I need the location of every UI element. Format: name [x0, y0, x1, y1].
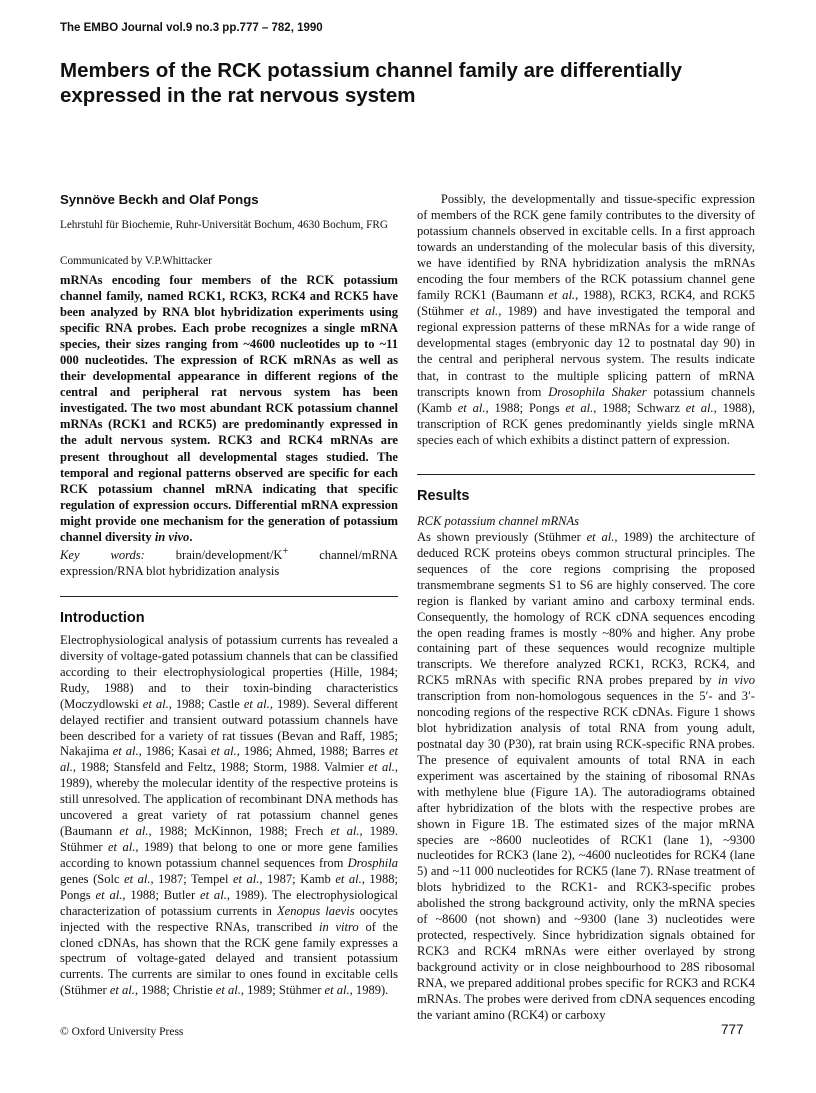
keywords-text-rest: channel/mRNA expression/RNA blot hybridization analysis [60, 548, 398, 579]
introduction-text: Electrophysiological analysis of potassium currents has revealed a diversity of voltage-gated potassium channels that can be classified according to their electrophysiological properties (Hille, 1984; Rudy, 1988) and to their toxin-binding characteristics (Moczydlowski et al., 1988; Castle et al., 1989). Several different delayed rectifier and transient outward potassium channels have been described for a variety of rat tissues (Bevan and Raff, 1985; Nakajima et al., 1986; Kasai et al., 1986; Ahmed, 1988; Barres et al., 1988; Stansfeld and Feltz, 1988; Storm, 1988. Valmier et al., 1989), whereby the molecular identity of the respective proteins is still unresolved. The application of recombinant DNA methods has uncovered a great variety of rat potassium channel genes (Baumann et al., 1988; McKinnon, 1988; Frech et al., 1989. Stühmer et al., 1989) that belong to one or more gene families according to known potassium channel sequences from Drosphila genes (Solc et al., 1987; Tempel et al., 1987; Kamb et al., 1988; Pongs et al., 1988; Butler et al., 1989). The electrophysiological characterization of potassium currents in Xenopus laevis oocytes injected with the respective RNAs, transcribed in vitro of the cloned cDNAs, has shown that the RCK gene family expresses a spectrum of voltage-gated delayed and transient potassium currents. The currents are similar to ones found in excitable cells (Stühmer et al., 1988; Christie et al., 1989; Stühmer et al., 1989). [60, 633, 399, 998]
communicated-by: Communicated by V.P.Whittacker [60, 255, 212, 267]
results-text: As shown previously (Stühmer et al., 1989) the architecture of deduced RCK proteins obeys common structural principles. The sequences of the core regions comprising the proposed transmembrane segments S1 to S6 are highly conserved. The core region is flanked by variant amino and carboxy terminal ends. Consequently, the homology of RCK cDNA sequences encoding the open reading frames is mostly ~80% and higher. Any probe containing part of these sequences would recognize multiple transcripts. We therefore analyzed RCK1, RCK3, RCK4, and RCK5 mRNAs with specific RNA probes prepared by in vivo transcription from non-homologous sequences in the 5′- and 3′-noncoding regions of the respective RCK cDNAs. Figure 1 shows blot hybridization analysis of total RNA from young adult, postnatal day 30 (P30), rat brain using RCK-specific RNA probes. The presence of equivalent amounts of total RNA in each experiment was ascertained by the staining of ribosomal RNAs with methylene blue (Figure 1A). The autoradiograms obtained after hybridization of the blots with the respective probes are shown in Figure 1B. The estimated sizes of the major mRNA species are ~8600 nucleotides of RCK1 (lane 1), ~9300 nucleotides for RCK3 (lane 2), ~4600 nucleotides for RCK4 (lane 5) and ~11 000 nucleotides for RCK5 (lane 7). RNase treatment of blots hybridized to the RCK1- and RCK3-specific probes abolished the strong background activity, only the mRNA species of ~8600 (not shown) and ~9300 (lane 3) nucleotides were protected, respectively. Since hybridization signals obtained for RCK3 and RCK4 mRNAs were either overlayed by strong background activity or in close neighbourhood to 28S ribosomal RNA, we prepared additional probes specific for RCK3 and RCK4 mRNAs. The probes were derived from cDNA sequences encoding the variant amino (RCK4) or carboxy [417, 530, 756, 1022]
keywords-label: Key words: [60, 548, 145, 563]
keywords-text: brain/development/K [144, 548, 283, 563]
intro-continuation-text: Possibly, the developmentally and tissue-specific expression of members of the RCK gene family contributes to the diversity of potassium channels observed in excitable cells. In a first approach towards an understanding of the molecular basis of this diversity, we have identified by RNA hybridization analysis the mRNAs encoding the four members of the RCK potassium channel gene family RCK1 (Baumann et al., 1988), RCK3, RCK4, and RCK5 (Stühmer et al., 1989) and have investigated the temporal and regional expression patterns of these mRNAs for a wide range of developmental stages (embryonic day 12 to postnatal day 90) in the central and peripheral nervous system. The results indicate that, in contrast to the multiple splicing pattern of mRNA transcripts known from Drosophila Shaker potassium channels (Kamb et al., 1988; Pongs et al., 1988; Schwarz et al., 1988), transcription of RCK genes predominantly yields single mRNA species each of which exhibits a distinct pattern of expression. [417, 192, 756, 447]
results-subheading: RCK potassium channel mRNAs [417, 514, 580, 528]
results-heading: Results [417, 488, 470, 504]
introduction-heading: Introduction [60, 610, 145, 626]
abstract-text: mRNAs encoding four members of the RCK potassium channel family, named RCK1, RCK3, RCK4 and RCK5 have been analyzed by RNA blot hybridization experiments using specific RNA probes. Each probe recognizes a single mRNA species, their sizes ranging from ~4600 nucleotides up to ~11 000 nucleotides. The expression of RCK mRNAs as well as their developmental appearance in different regions of the central and peripheral rat nervous system has been investigated. The two most abundant RCK potassium channel mRNAs (RCK1 and RCK5) are predominantly expressed in the adult nervous system. RCK3 and RCK4 mRNAs are present throughout all developmental stages studied. The temporal and regional patterns observed are specific for each RCK potassium channel mRNA indicating that specific regulation of expression occurs. Differential mRNA expression might provide one mechanism for the generation of potassium channel diversity [60, 273, 398, 544]
keywords [60, 544, 398, 579]
abstract [60, 272, 398, 545]
copyright-notice: © Oxford University Press [60, 1026, 184, 1038]
journal-header: The EMBO Journal vol.9 no.3 pp.777 – 782, 1990 [60, 22, 323, 34]
article-title: Members of the RCK potassium channel family are differentially expressed in the rat nervous system [60, 59, 682, 107]
article-authors: Synnöve Beckh and Olaf Pongs [60, 192, 259, 207]
section-divider-right [417, 474, 755, 475]
abstract-end: . [189, 529, 193, 544]
section-divider-left [60, 596, 398, 597]
keywords-superscript: + [282, 546, 289, 557]
author-affiliation: Lehrstuhl für Biochemie, Ruhr-Universität Bochum, 4630 Bochum, FRG [60, 219, 388, 231]
page-number: 777 [721, 1022, 744, 1037]
abstract-italic-in-vivo: in vivo [154, 529, 190, 544]
